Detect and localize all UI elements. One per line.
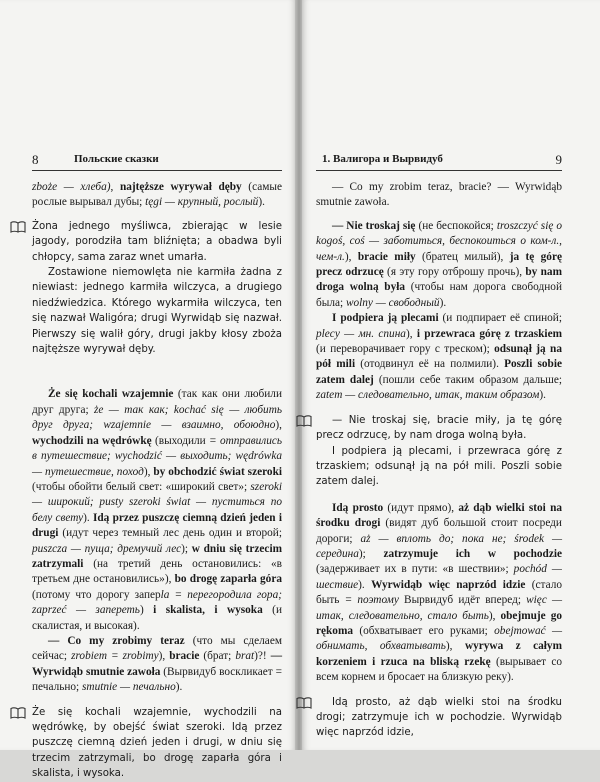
- polish-phrase: Poszli sobie zatem dalej: [316, 358, 562, 386]
- annotated-paragraph: [32, 387, 282, 634]
- translation-text: (идут прямо),: [383, 501, 459, 514]
- translation-text: )?!: [254, 650, 271, 663]
- polish-text-block: [316, 413, 562, 490]
- translation-text: (что мы сделаем сейчас;: [32, 634, 282, 663]
- right-page: [302, 0, 600, 750]
- page-number: 8: [32, 152, 39, 167]
- translation-text: ),: [445, 640, 465, 653]
- translation-text: );: [358, 547, 384, 560]
- polish-phrase: obejmuje go rękoma: [316, 609, 562, 637]
- gloss-note: szeroki — широкий; pusty szeroki świat — пуститься по белу свету: [32, 480, 282, 524]
- annotated-paragraph: [316, 311, 562, 403]
- translation-text: (чтобы нам дорога свободной была;: [316, 281, 562, 309]
- page-number: 9: [555, 152, 562, 167]
- polish-text-line: Że się kochali wzajemnie, wychodzili na wędrówkę, by obejść świat szeroki. Idą przez puszczę ciemną dzień jeden i drugi, w dniu się trzecim zatrzymali, bo drogę zaparła góra i skalista, i wysoka.: [32, 706, 282, 780]
- gloss-note: puszcza — пуща; дремучий лес: [32, 542, 182, 555]
- polish-phrase: I podpiera ją plecami: [332, 312, 439, 325]
- polish-phrase: Idą prosto: [332, 501, 384, 514]
- gloss-note: brat: [235, 650, 255, 663]
- gloss-note: zboże — хлеба): [32, 181, 111, 193]
- translation-text: (обхватывает его руками;: [353, 624, 495, 637]
- polish-text-block: [32, 219, 282, 358]
- gloss-note: = отправились в путешествие; wychodzić — выходить; wędrówka — путешествие, поход: [32, 434, 283, 478]
- book-icon: [296, 697, 312, 709]
- translation-text: (чтобы обойти белый свет: «широкий свет»;: [32, 480, 251, 493]
- translation-text: ).: [83, 511, 93, 524]
- translation-text: ).: [439, 296, 447, 309]
- polish-phrase: Wyrwidąb więc naprzód idzie: [371, 578, 526, 591]
- gloss-note: że — так как; kochać się — любить друг друга; wzajemnie — взаимно, обоюдно: [32, 403, 282, 432]
- gloss-note: tęgi — крупный, рослый: [145, 196, 259, 209]
- annotated-paragraph: [32, 634, 282, 696]
- translation-text: (вырывает со всем корнем и бросает на близкую реку).: [316, 655, 562, 684]
- translation-text: (брат;: [199, 650, 236, 663]
- polish-phrase: w dniu się trzecim zatrzymali: [32, 542, 282, 570]
- book-icon: [10, 707, 26, 719]
- gloss-note: pochód — шествие: [316, 563, 562, 591]
- gloss-note: = поэтому: [344, 594, 399, 607]
- translation-text: ),: [158, 650, 170, 663]
- translation-text: ).: [258, 196, 265, 209]
- polish-phrase: by obchodzić świat szeroki: [153, 465, 282, 478]
- translation-text: ),: [275, 419, 282, 432]
- translation-text: ).: [175, 681, 183, 694]
- gloss-note: smutnie — печально: [82, 681, 176, 694]
- polish-phrase: — Co my zrobimy teraz: [48, 634, 185, 647]
- translation-text: (я эту гору отброшу прочь),: [383, 266, 526, 279]
- translation-text: (отодвинул её на полмили).: [355, 358, 505, 371]
- polish-text-block: [32, 705, 282, 782]
- translation-text: (пошли себе таким образом дальше;: [373, 373, 562, 386]
- translation-text: (и подпирает её спиной;: [438, 312, 562, 325]
- book-icon: [10, 221, 26, 233]
- polish-phrase: odsunął ją na pół mili: [316, 343, 562, 371]
- annotated-paragraph: [316, 219, 562, 311]
- annotated-paragraph: [316, 180, 562, 211]
- running-title: Польские сказки: [74, 153, 159, 165]
- translation-text: ),: [143, 465, 154, 478]
- translation-text: (потому что дорогу запер: [32, 588, 161, 601]
- polish-text-line: Idą prosto, aż dąb wielki stoi na środku drogi; zatrzymuje ich w pochodzie. Wyrwidąb więc naprzód idzie,: [316, 696, 562, 739]
- translation-text: ).: [539, 389, 546, 402]
- polish-text-line: Żona jednego myśliwca, zbierając w lesie jagody, porodziła tam bliźnięta; a obadwa byli chłopcy, sama zaraz wnet umarła.: [32, 220, 282, 263]
- translation-text: ,: [110, 181, 120, 193]
- polish-text-block: [316, 695, 562, 741]
- translation-text: );: [181, 542, 192, 555]
- polish-phrase: najtęższe wyrywał dęby: [119, 181, 242, 193]
- polish-phrase: i przewraca górę z trzaskiem: [416, 327, 562, 340]
- polish-phrase: wychodzili na wędrówkę: [32, 434, 152, 447]
- gloss-note: więc — итак, следовательно, стало быть: [316, 594, 563, 622]
- translation-text: ),: [344, 250, 358, 263]
- running-title: 1. Валигора и Вырвидуб: [322, 153, 443, 165]
- translation-text: (так как они любили друг друга;: [32, 388, 282, 416]
- translation-text: (и переворачивает гору с треском);: [316, 343, 495, 356]
- annotated-paragraph: [32, 180, 282, 211]
- page-content: [316, 180, 562, 741]
- translation-text: (видят дуб большой стоит посреди дороги;: [316, 517, 562, 545]
- translation-text: (стало быть: [316, 578, 562, 607]
- gloss-note: zrobiem = zrobimy: [71, 650, 159, 663]
- translation-text: (самые рослые вырывал дубы;: [32, 181, 282, 209]
- translation-text: ),: [405, 327, 417, 340]
- page-header: [316, 150, 562, 171]
- polish-text-line: — Nie troskaj się, bracie miły, ja tę górę precz odrzucę, by nam droga wolną była.: [316, 414, 562, 442]
- gloss-note: plecy — мн. спина: [316, 327, 406, 340]
- polish-phrase: aż dąb wielki stoi na środku drogi: [316, 501, 563, 530]
- gloss-note: wolny — свободный: [345, 296, 440, 309]
- polish-phrase: — Nie troskaj się: [332, 219, 416, 232]
- translation-text: (выходили: [151, 434, 210, 447]
- page-header: [32, 150, 282, 171]
- annotated-paragraph: [316, 501, 562, 686]
- gloss-note: la = перегородила гора; zaprzeć — запереть: [32, 588, 282, 617]
- polish-phrase: Idą przez puszczę ciemną dzień jeden i drugi: [32, 511, 282, 540]
- translation-text: — Co my zrobim teraz, bracie? — Wyrwidąb smutnie zawoła.: [316, 181, 562, 209]
- gloss-note: obejmować — обнимать, обхватывать: [316, 624, 562, 653]
- book-icon: [296, 415, 312, 427]
- translation-text: (не беспокойся;: [415, 219, 497, 232]
- translation-text: ).: [358, 578, 372, 591]
- polish-phrase: bracie: [169, 650, 200, 663]
- translation-text: (братец милый),: [415, 250, 510, 263]
- polish-phrase: i skalista, i wysoka: [153, 604, 263, 617]
- polish-phrase: wyrywa z całym korzeniem i rzuca na bliską rzekę: [316, 640, 562, 668]
- polish-phrase: Że się kochali wzajemnie: [48, 388, 174, 401]
- polish-phrase: ja tę górę precz odrzucę: [316, 250, 562, 279]
- polish-phrase: zatrzymuje ich w pochodzie: [383, 547, 562, 560]
- translation-text: ),: [488, 609, 501, 622]
- translation-text: (и скалистая, и высокая).: [32, 604, 282, 632]
- translation-text: Вырвидуб идёт вперед;: [398, 594, 527, 607]
- polish-phrase: — Wyrwidąb smutnie zawoła: [32, 650, 282, 678]
- gloss-note: aż — вплоть до; пока не; środek — середина: [316, 532, 562, 560]
- polish-phrase: bracie miły: [357, 250, 416, 263]
- translation-text: (задерживает их в пути: «в шествии»;: [316, 563, 514, 576]
- polish-text-line: I podpiera ją plecami, i przewraca górę z trzaskiem; odsunął ją na pół mili. Poszli sobie zatem dalej.: [316, 445, 562, 488]
- left-page: [0, 0, 296, 780]
- polish-text-line: Zostawione niemowlęta nie karmiła żadna z niewiast: jednego karmiła wilczyca, a drugiego niedźwiedzica. Którego wykarmiła wilczyca, ten się nazwał Waligóra; drugi Wyrwidąb się nazwał. Pierwszy się walił góry, drugi jakby kłosy zboża najtęższe wyrywał dęby.: [32, 267, 282, 356]
- gloss-note: troszczyć się o kogoś, coś — заботиться, беспокоиться о ком-л., чем-л.: [316, 219, 562, 263]
- translation-text: (идут через темный лес день один и второй;: [58, 527, 282, 540]
- page-content: [32, 180, 282, 782]
- translation-text: (на третий день остановились: «в третьем дне остановились»),: [32, 557, 282, 586]
- translation-text: (Вырвидуб воскликает = печально;: [32, 665, 282, 694]
- translation-text: ): [139, 604, 154, 617]
- gloss-note: zatem — следовательно, итак, таким образом: [316, 389, 540, 402]
- polish-phrase: bo drogę zaparła góra: [174, 573, 282, 586]
- polish-phrase: by nam droga wolną była: [316, 266, 562, 294]
